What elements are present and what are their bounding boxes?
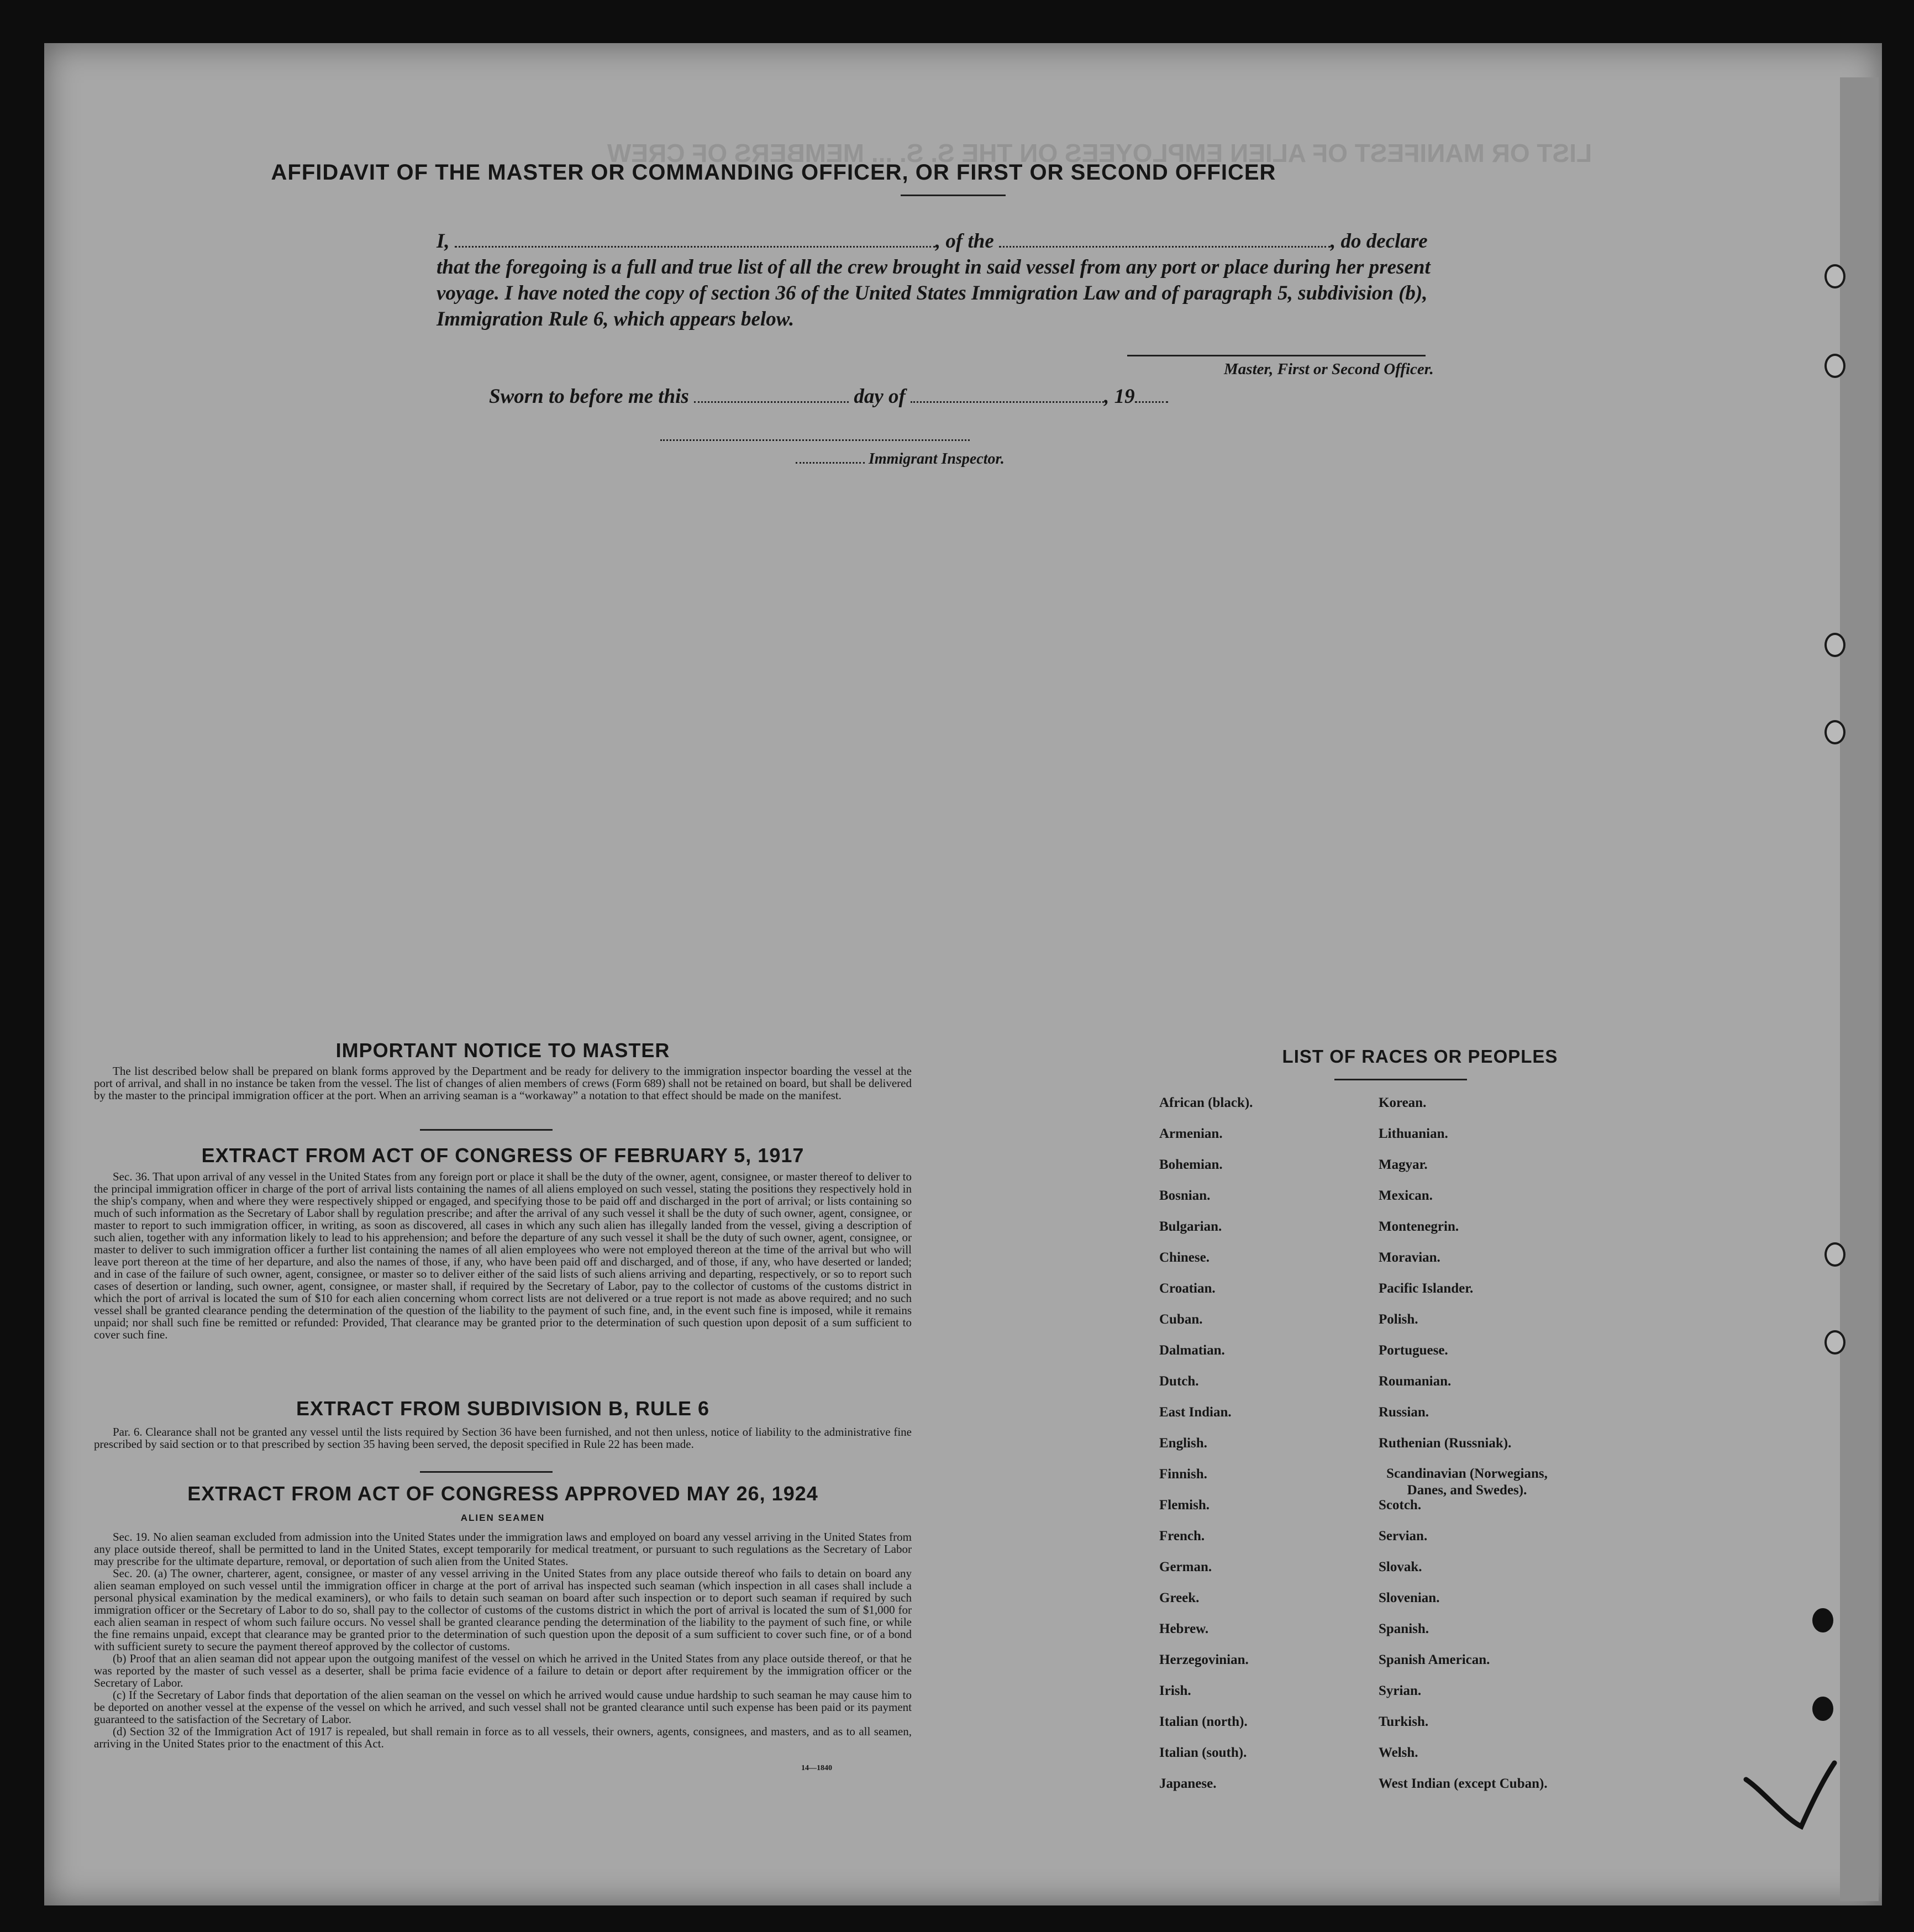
month-blank [911, 398, 1104, 403]
year-text: , 19 [1104, 385, 1135, 408]
punch-hole [1824, 354, 1845, 378]
affidavit-i: I, [437, 230, 450, 253]
affidavit-line-3: voyage. I have noted the copy of section 36 of the United States Immigration Law and of paragraph 5, subdivision (b), [437, 282, 1428, 305]
race-item: West Indian (except Cuban). [1379, 1776, 1548, 1791]
race-item: Dutch. [1159, 1374, 1199, 1389]
extract-1917-title: EXTRACT FROM ACT OF CONGRESS OF FEBRUARY 5, 1917 [201, 1144, 804, 1167]
bleed-through-text: LIST OR MANIFEST OF ALIEN EMPLOYEES ON THE S. S. ... MEMBERS OF CREW [607, 139, 1592, 167]
race-item: Croatian. [1159, 1281, 1216, 1296]
notice-body [94, 1065, 912, 1101]
races-divider [1334, 1079, 1467, 1080]
section-19-text: Sec. 19. No alien seaman excluded from admission into the United States under the immigration laws and employed on board any vessel arriving in the United States from any place outside thereof, shall be permitted to land in the United States, except temporarily for medical treatment, or pursuant to such regulations as the Secretary of Labor may prescribe for the ultimate departure, removal, or deportation of such alien from the United States. [94, 1530, 912, 1568]
rule-6-title: EXTRACT FROM SUBDIVISION B, RULE 6 [296, 1397, 710, 1420]
race-item: German. [1159, 1560, 1212, 1574]
race-item: Scandinavian (Norwegians, Danes, and Swedes). [1386, 1466, 1548, 1498]
race-item: Polish. [1379, 1312, 1418, 1327]
race-item: Spanish. [1379, 1621, 1429, 1636]
race-item: African (black). [1159, 1095, 1253, 1110]
inspector-label: Immigrant Inspector. [869, 450, 1005, 468]
race-item: Hebrew. [1159, 1621, 1209, 1636]
punch-hole [1812, 1608, 1833, 1632]
form-number: 14—1840 [801, 1764, 832, 1772]
extract-1924-body [94, 1531, 912, 1750]
race-item: Irish. [1159, 1683, 1191, 1698]
race-item: East Indian. [1159, 1405, 1232, 1420]
race-item: Italian (south). [1159, 1745, 1247, 1760]
race-item: Portuguese. [1379, 1343, 1448, 1358]
race-item: French. [1159, 1529, 1205, 1544]
races-title: LIST OF RACES OR PEOPLES [1282, 1046, 1558, 1067]
notice-title: IMPORTANT NOTICE TO MASTER [335, 1039, 670, 1062]
race-item: Bulgarian. [1159, 1219, 1222, 1234]
race-item: Montenegrin. [1379, 1219, 1459, 1234]
affidavit-line-4: Immigration Rule 6, which appears below. [437, 308, 795, 330]
race-item: Russian. [1379, 1405, 1429, 1420]
sworn-text: Sworn to before me this [489, 385, 689, 408]
punch-hole [1824, 264, 1845, 288]
section-20a-text: Sec. 20. (a) The owner, charterer, agent, consignee, or master of any vessel arriving in the United States from any place outside thereof who fails to detain on board any alien seaman employed on such vessel until the immigration officer in charge at the port of arrival has inspected such seaman (which inspection in all cases shall include a personal physical examination by the medical examiners), or who fails to detain such seaman on board after such inspection or to deport such seaman if required by such immigration officer or the Secretary of Labor to do so, shall pay to the collector of customs of the customs district in which the port of arrival is located the sum of $1,000 for each alien seaman in respect of whom such failure occurs. No vessel shall be granted clearance pending the determination of the liability to the payment of such fine, or while the fine remains unpaid, except that clearance may be granted prior to the determination of such question upon the deposit of a sum sufficient to cover such fine, or of a bond with sufficient surety to secure the payment thereof approved by the collector of customs. [94, 1567, 912, 1653]
race-item: Slovak. [1379, 1560, 1422, 1574]
extract-1924-title: EXTRACT FROM ACT OF CONGRESS APPROVED MAY 26, 1924 [187, 1482, 818, 1505]
rule-6-body [94, 1426, 912, 1450]
race-item: English. [1159, 1436, 1207, 1451]
name-blank [455, 243, 935, 248]
affidavit-declare: , do declare [1331, 230, 1428, 253]
extract-1917-body [94, 1170, 912, 1341]
vessel-blank [999, 243, 1331, 248]
section-20c-text: (c) If the Secretary of Labor finds that deportation of the alien seaman on the vessel on which he arrived would cause undue hardship to such seaman he may cause him to be deported on another vessel at the expense of the vessel on which he arrived, and such vessel shall not be granted clearance until such expense has been paid or its payment guaranteed to the satisfaction of the Secretary of Labor. [94, 1688, 912, 1726]
races-column-right [1379, 1095, 1611, 1814]
rule-6-divider [420, 1471, 553, 1473]
race-item: Japanese. [1159, 1776, 1217, 1791]
race-item: Mexican. [1379, 1188, 1433, 1203]
race-item: Italian (north). [1159, 1714, 1248, 1729]
year-blank [1135, 398, 1168, 403]
alien-seamen-subtitle: ALIEN SEAMEN [460, 1513, 545, 1523]
race-item: Turkish. [1379, 1714, 1429, 1729]
race-item: Ruthenian (Russniak). [1379, 1436, 1512, 1451]
affidavit-line-2: that the foregoing is a full and true list of all the crew brought in said vessel from any port or place during her present [437, 256, 1431, 279]
rule-6-text: Par. 6. Clearance shall not be granted any vessel until the lists required by Section 36 have been furnished, and not then unless, notice of liability to the administrative fine prescribed by said section or to that prescribed by section 35 having been served, the deposit specified in Rule 22 has been made. [94, 1425, 912, 1451]
day-of-text: day of [854, 385, 906, 408]
affidavit-of-the: , of the [935, 230, 994, 253]
page-edge [1840, 77, 1879, 1901]
check-mark-icon [1741, 1757, 1840, 1840]
race-item: Cuban. [1159, 1312, 1203, 1327]
punch-hole [1824, 1242, 1845, 1267]
punch-hole [1824, 633, 1845, 657]
notice-text: The list described below shall be prepared on blank forms approved by the Department and be ready for delivery to the immigration inspector boarding the vessel at the port of arrival, and shall in no instance be taken from the vessel. The list of changes of alien members of crews (Form 689) shall not be retained on board, but shall be delivered by the master to the principal immigration officer at the port. When an arriving seaman is a “workaway” a notation to that effect should be made on the manifest. [94, 1064, 912, 1102]
race-item: Welsh. [1379, 1745, 1418, 1760]
punch-hole [1812, 1697, 1833, 1721]
race-item: Syrian. [1379, 1683, 1422, 1698]
race-item: Dalmatian. [1159, 1343, 1225, 1358]
race-item: Spanish American. [1379, 1652, 1490, 1667]
section-20b-text: (b) Proof that an alien seaman did not appear upon the outgoing manifest of the vessel on which he arrived in the United States from any place outside thereof, or that he was reported by the master of such vessel as a deserter, shall be prima facie evidence of a failure to detain or deport after requirement by the immigration officer or the Secretary of Labor. [94, 1652, 912, 1689]
race-item: Scotch. [1379, 1498, 1422, 1513]
title-divider [901, 195, 1006, 196]
master-label: Master, First or Second Officer. [1224, 360, 1434, 378]
inspector-signature-line [660, 439, 970, 441]
race-item: Moravian. [1379, 1250, 1440, 1265]
race-item: Roumanian. [1379, 1374, 1452, 1389]
affidavit-line-1 [437, 229, 1428, 253]
race-item: Slovenian. [1379, 1590, 1440, 1605]
section-36-text: Sec. 36. That upon arrival of any vessel in the United States from any foreign port or place it shall be the duty of the owner, agent, consignee, or master thereof to deliver to the principal immigration officer in charge of the port of arrival lists containing the names of all aliens employed on such vessel, stating the positions they respectively hold in the ship's company, when and where they were respectively shipped or engaged, and specifying those to be paid off and discharged in the port of arrival; or lists containing so much of such information as the Secretary of Labor shall by regulation prescribe; and after the arrival of any such vessel it shall be the duty of such owner, agent, consignee, or master to report to such immigration officer, in writing, as soon as discovered, all cases in which any such alien has illegally landed from the vessel, giving a description of such alien, together with any information likely to lead to his apprehension; and before the departure of any such vessel it shall be the duty of such owner, agent, consignee, or master to deliver to such immigration officer a further list containing the names of all alien employees who were not employed thereon at the time of the arrival but who will leave port thereon at the time of her departure, and also the names of those, if any, who have been paid off and discharged, and of those, if any, who have deserted or landed; and in case of the failure of such owner, agent, consignee, or master so to deliver either of the said lists of such aliens arriving and departing, respectively, or so to report such cases of desertion or landing, such owner, agent, consignee, or master shall, if required by the Secretary of Labor, pay to the collector of customs of the customs district in which the port of arrival is located the sum of $10 for each alien concerning whom correct lists are not delivered or a true report is not made as above required; and no such vessel shall be granted clearance pending the determination of the question of the liability to the payment of such fine, and, in the event such fine is imposed, while it remains unpaid; nor shall such fine be remitted or refunded: Provided, That clearance may be granted prior to the determination of such question upon deposit of a sum sufficient to cover such fine. [94, 1170, 912, 1341]
master-signature-line [1127, 355, 1426, 356]
race-item: Finnish. [1159, 1467, 1207, 1482]
sworn-line [489, 385, 1168, 408]
inspector-dots [796, 459, 865, 464]
punch-hole [1824, 720, 1845, 744]
race-item: Chinese. [1159, 1250, 1210, 1265]
race-item: Korean. [1379, 1095, 1427, 1110]
race-item: Flemish. [1159, 1498, 1210, 1513]
race-item: Servian. [1379, 1529, 1428, 1544]
punch-hole [1824, 1330, 1845, 1355]
section-20d-text: (d) Section 32 of the Immigration Act of 1917 is repealed, but shall remain in force as to all vessels, their owners, agents, consignees, and masters, and as to all seamen, arriving in the United States prior to the enactment of this Act. [94, 1725, 912, 1750]
race-item: Magyar. [1379, 1157, 1428, 1172]
race-item: Greek. [1159, 1590, 1200, 1605]
affidavit-title: AFFIDAVIT OF THE MASTER OR COMMANDING OFFICER, OR FIRST OR SECOND OFFICER [271, 160, 1276, 185]
race-item: Herzegovinian. [1159, 1652, 1249, 1667]
notice-divider [420, 1129, 553, 1131]
race-item: Lithuanian. [1379, 1126, 1448, 1141]
inspector-label-wrap [796, 450, 1005, 468]
race-item: Bosnian. [1159, 1188, 1211, 1203]
race-item: Pacific Islander. [1379, 1281, 1474, 1296]
day-blank [694, 398, 849, 403]
race-item: Bohemian. [1159, 1157, 1223, 1172]
race-item: Armenian. [1159, 1126, 1223, 1141]
